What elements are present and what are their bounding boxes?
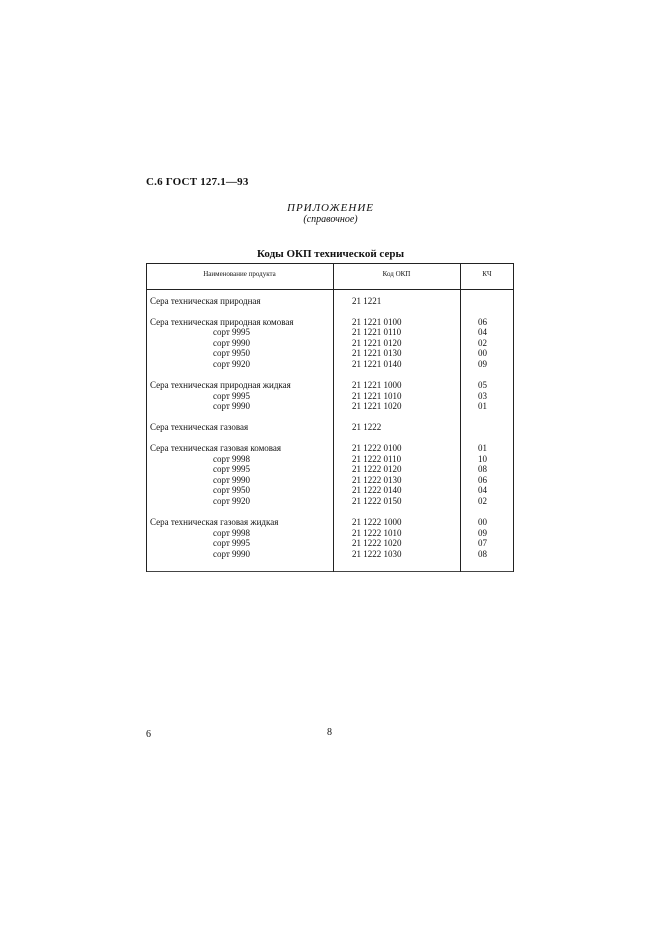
appendix-title: ПРИЛОЖЕНИЕ [287,202,374,214]
column-header-name: Наименование продукта [203,270,276,278]
table-cell-kch: 04 [478,327,487,337]
table-cell-product-name: сорт 9990 [213,549,251,559]
table-cell-kch: 02 [478,338,487,348]
table-cell-okp-code: 21 1222 1010 [352,528,402,538]
table-cell-okp-code: 21 1221 0100 [352,317,402,327]
table-title: Коды ОКП технической серы [256,248,405,260]
table-cell-product-name: Сера техническая газовая комовая [150,443,282,453]
column-header-kch: КЧ [482,270,492,278]
table-cell-product-name: сорт 9995 [213,538,251,548]
table-border-right [513,263,514,572]
table-cell-okp-code: 21 1222 1020 [352,538,402,548]
table-cell-okp-code: 21 1222 0130 [352,475,402,485]
table-cell-okp-code: 21 1222 0110 [352,454,402,464]
table-cell-okp-code: 21 1221 [352,296,382,306]
table-cell-product-name: сорт 9995 [213,391,251,401]
table-cell-kch: 10 [478,454,487,464]
table-cell-kch: 06 [478,475,487,485]
table-cell-product-name: сорт 9995 [213,327,251,337]
table-cell-kch: 00 [478,517,487,527]
table-cell-product-name: сорт 9950 [213,485,251,495]
table-cell-okp-code: 21 1221 0110 [352,327,402,337]
table-cell-product-name: сорт 9998 [213,528,251,538]
table-cell-okp-code: 21 1221 0140 [352,359,402,369]
table-cell-product-name: сорт 9950 [213,348,251,358]
table-cell-kch: 08 [478,549,487,559]
table-cell-kch: 07 [478,538,487,548]
table-divider-name-code [333,263,334,572]
table-cell-kch: 00 [478,348,487,358]
table-cell-okp-code: 21 1222 0150 [352,496,402,506]
table-cell-kch: 05 [478,380,487,390]
table-cell-product-name: Сера техническая газовая жидкая [150,517,279,527]
page-header: С.6 ГОСТ 127.1—93 [146,176,249,188]
table-cell-okp-code: 21 1222 1000 [352,517,402,527]
table-cell-okp-code: 21 1222 0100 [352,443,402,453]
table-cell-okp-code: 21 1221 0120 [352,338,402,348]
table-cell-kch: 01 [478,443,487,453]
table-cell-kch: 09 [478,528,487,538]
table-border-left [146,263,147,572]
table-header-separator [146,289,514,290]
table-cell-okp-code: 21 1221 0130 [352,348,402,358]
table-cell-kch: 06 [478,317,487,327]
table-cell-product-name: сорт 9990 [213,475,251,485]
table-cell-okp-code: 21 1222 0120 [352,464,402,474]
appendix-subtitle: (справочное) [303,214,358,225]
table-cell-product-name: сорт 9920 [213,359,251,369]
table-cell-kch: 02 [478,496,487,506]
table-cell-okp-code: 21 1222 0140 [352,485,402,495]
table-cell-product-name: сорт 9990 [213,338,251,348]
table-cell-kch: 04 [478,485,487,495]
table-cell-kch: 09 [478,359,487,369]
table-cell-product-name: Сера техническая природная [150,296,261,306]
table-cell-okp-code: 21 1222 [352,422,382,432]
table-cell-kch: 03 [478,391,487,401]
page-sheet-number: 8 [327,727,332,738]
table-cell-okp-code: 21 1221 1000 [352,380,402,390]
table-cell-kch: 08 [478,464,487,474]
table-cell-okp-code: 21 1221 1020 [352,401,402,411]
column-header-code: Код ОКП [382,270,411,278]
page-number: 6 [146,729,151,740]
table-cell-kch: 01 [478,401,487,411]
table-cell-okp-code: 21 1222 1030 [352,549,402,559]
table-cell-product-name: сорт 9990 [213,401,251,411]
table-cell-product-name: сорт 9998 [213,454,251,464]
table-divider-code-kch [460,263,461,572]
table-cell-product-name: Сера техническая природная жидкая [150,380,291,390]
table-cell-product-name: Сера техническая газовая [150,422,249,432]
table-cell-product-name: Сера техническая природная комовая [150,317,294,327]
table-cell-product-name: сорт 9995 [213,464,251,474]
table-cell-okp-code: 21 1221 1010 [352,391,402,401]
table-cell-product-name: сорт 9920 [213,496,251,506]
